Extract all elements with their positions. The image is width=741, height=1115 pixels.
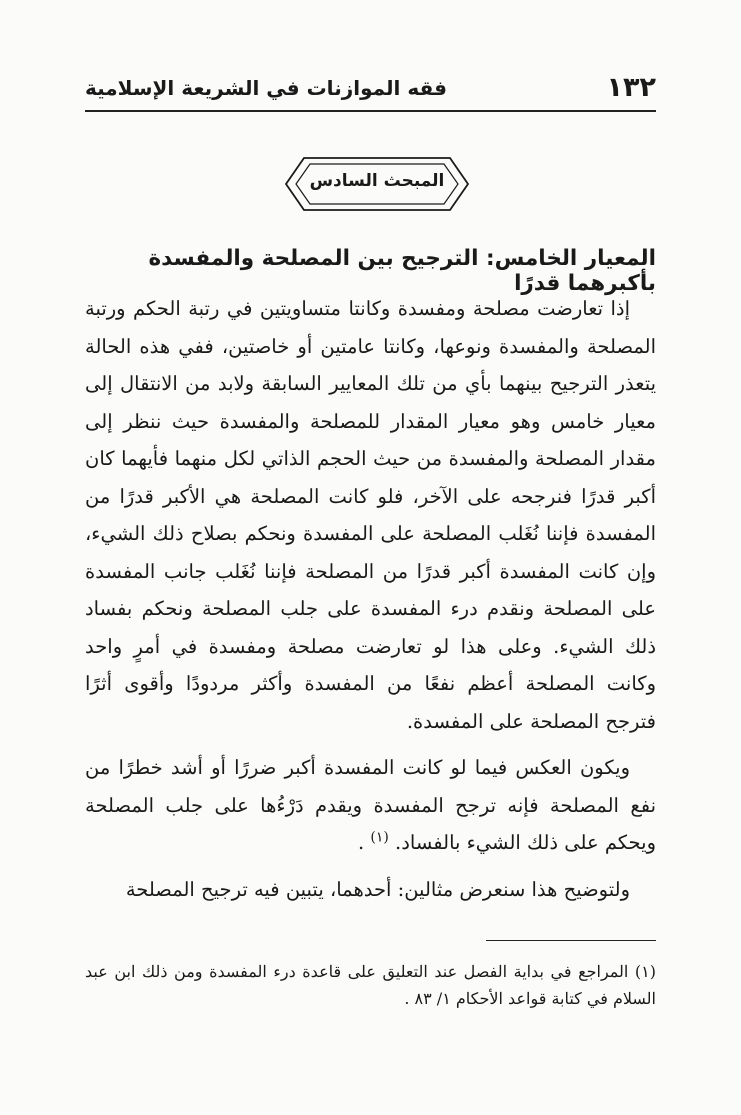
paragraph-2-text: ويكون العكس فيما لو كانت المفسدة أكبر ضررًا أو أشد خطرًا من نفع المصلحة فإنه ترجح المفسدة ويقدم دَرْءُها على جلب المصلحة ويحكم على ذلك الشيء بالفساد. <box>85 756 656 854</box>
header-rule <box>85 110 656 112</box>
paragraph-1: إذا تعارضت مصلحة ومفسدة وكانتا متساويتين في رتبة الحكم ورتبة المصلحة والمفسدة ونوعها، وكانتا عامتين أو خاصتين، ففي هذه الحالة يتعذر الترجيح بينهما بأي من تلك المعايير السابقة ولابد من الانتقال إلى معيار خامس وهو معيار المقدار للمصلحة والمفسدة حيث ننظر إلى مقدار المصلحة والمفسدة من حيث الحجم الذاتي لكل منهما فأيهما كان أكبر قدرًا فنرجحه على الآخر، فلو كانت المصلحة هي الأكبر قدرًا من المفسدة فإننا نُغَلب المصلحة على المفسدة ونحكم بصلاح ذلك الشيء، وإن كانت المفسدة أكبر قدرًا من المصلحة فإننا نُغَلب جانب المفسدة على المصلحة ونقدم درء المفسدة على جلب المصلحة ونحكم بفساد ذلك الشيء. وعلى هذا لو تعارضت مصلحة ومفسدة في أمرٍ واحد وكانت المصلحة أعظم نفعًا من المفسدة وأكثر مردودًا وأقوى أثرًا فترجح المصلحة على المفسدة. <box>85 297 656 733</box>
page-header <box>85 68 656 104</box>
paragraph-3: ولتوضيح هذا سنعرض مثالين: أحدهما، يتبين فيه ترجيح المصلحة <box>125 877 630 901</box>
paragraph-2: ويكون العكس فيما لو كانت المفسدة أكبر ضررًا أو أشد خطرًا من نفع المصلحة فإنه ترجح المفسدة ويقدم دَرْءُها على جلب المصلحة ويحكم على ذلك الشيء بالفساد. $^{(١)}$ . <box>85 756 656 854</box>
criterion-heading: المعيار الخامس: الترجيح بين المصلحة والمفسدة بأكبرهما قدرًا <box>148 246 656 296</box>
body-text <box>85 290 656 917</box>
section-badge <box>282 152 472 216</box>
footnote: (١) المراجع في بداية الفصل عند التعليق على قاعدة درء المفسدة ومن ذلك ابن عبد السلام في كتابة قواعد الأحكام ١/ ٨٣ . <box>85 962 656 1008</box>
footnote-marker: (١) <box>370 829 389 846</box>
running-title: فقه الموازنات في الشريعة الإسلامية <box>85 76 447 100</box>
footnote-rule <box>486 940 656 941</box>
page-number: ١٣٢ <box>606 72 656 103</box>
section-badge-label: المبحث السادس <box>309 171 445 191</box>
